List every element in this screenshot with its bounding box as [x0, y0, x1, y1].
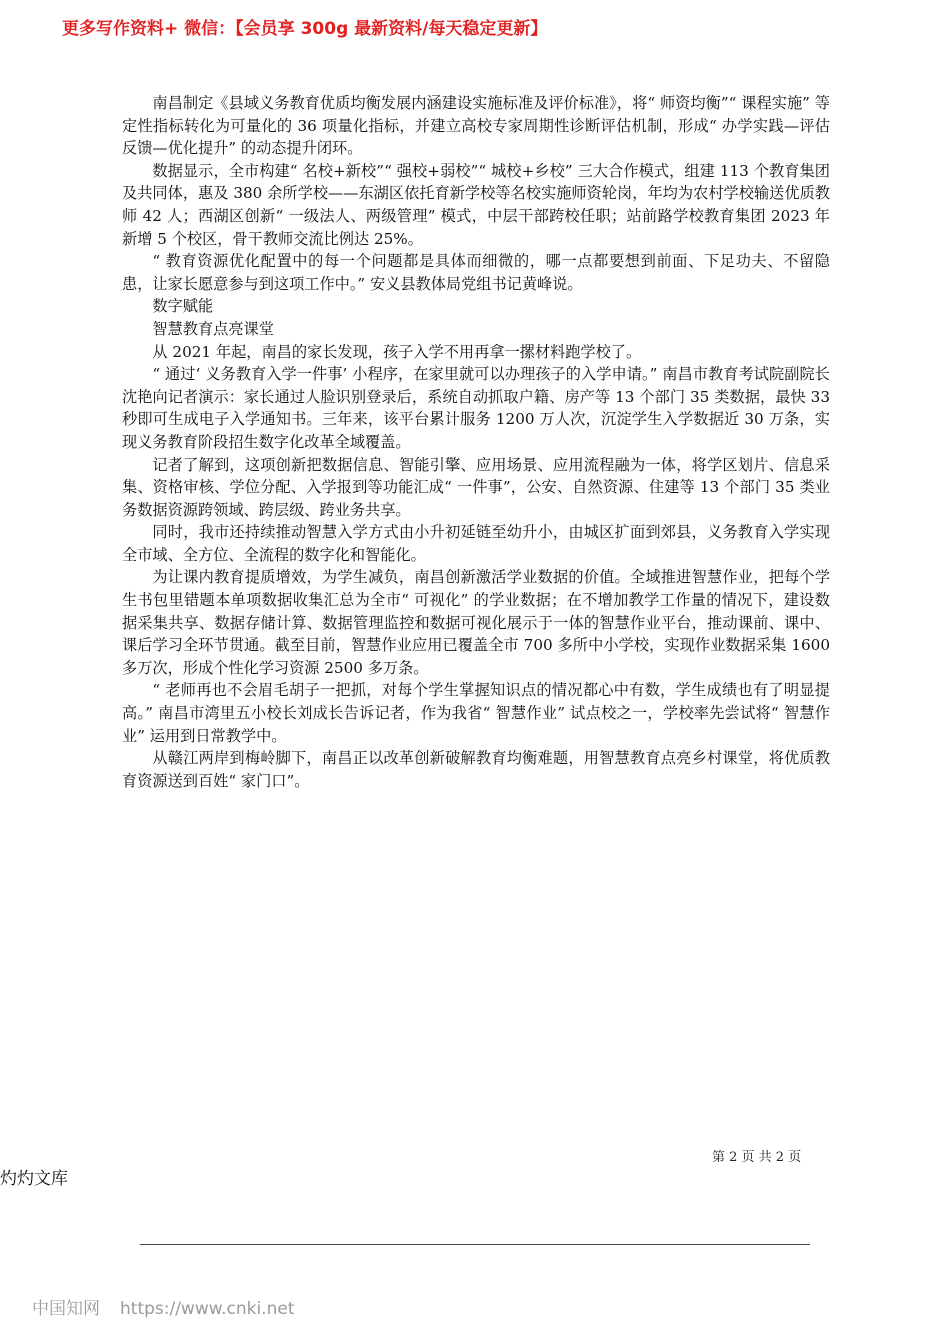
cnki-watermark: [32, 1294, 294, 1319]
promo-banner: 更多写作资料+ 微信：【会员享 300g 最新资料/每天稳定更新】: [62, 19, 548, 39]
paragraph: 从赣江两岸到梅岭脚下，南昌正以改革创新破解教育均衡难题，用智慧教育点亮乡村课堂，将优质教育资源送到百姓“ 家门口”。: [122, 749, 830, 790]
footer-divider: [140, 1244, 810, 1245]
article-body: [122, 92, 830, 792]
paragraph: “ 教育资源优化配置中的每一个问题都是具体而细微的，哪一点都要想到前面、下足功夫、不留隐患，让家长愿意参与到这项工作中。” 安义县教体局党组书记黄峰说。: [122, 252, 830, 293]
cnki-url: https://www.cnki.net: [120, 1299, 295, 1319]
page-number: 第 2 页 共 2 页: [712, 1150, 802, 1165]
paragraph: 为让课内教育提质增效，为学生减负，南昌创新激活学业数据的价值。全域推进智慧作业，把每个学生书包里错题本单项数据收集汇总为全市“ 可视化” 的学业数据；在不增加教学工作量的情况下，建设数据采集共享、数据存储计算、数据管理监控和数据可视化展示于一体的智慧作业平台，推动课前、课中、课后学习全环节贯通。截至目前，智慧作业应用已覆盖全市 700 多所中小学校，实现作业数据采集 1600 多万次，形成个性化学习资源 2500 多万条。: [122, 568, 830, 677]
paragraph: 数据显示，全市构建“ 名校+新校”“ 强校+弱校”“ 城校+乡校” 三大合作模式，组建 113 个教育集团及共同体，惠及 380 余所学校——东湖区依托育新学校等名校实施师资轮岗，年均为农村学校输送优质教师 42 人；西湖区创新“ 一级法人、两级管理” 模式，中层干部跨校任职；站前路学校教育集团 2023 年新增 5 个校区，骨干教师交流比例达 25%。: [122, 161, 830, 248]
section-heading: 数字赋能: [152, 297, 214, 316]
paragraph: 记者了解到，这项创新把数据信息、智能引擎、应用场景、应用流程融为一体，将学区划片、信息采集、资格审核、学位分配、入学报到等功能汇成“ 一件事”，公安、自然资源、住建等 13 个部门 35 类业务数据资源跨领域、跨层级、跨业务共享。: [122, 455, 830, 519]
paragraph: 南昌制定《县域义务教育优质均衡发展内涵建设实施标准及评价标准》，将“ 师资均衡”“ 课程实施” 等定性指标转化为可量化的 36 项量化指标，并建立高校专家周期性诊断评估机制，形成“ 办学实践—评估反馈—优化提升” 的动态提升闭环。: [122, 94, 830, 158]
paragraph: 同时，我市还持续推动智慧入学方式由小升初延链至幼升小，由城区扩面到郊县，义务教育入学实现全市域、全方位、全流程的数字化和智能化。: [122, 523, 830, 564]
section-subheading: 智慧教育点亮课堂: [152, 319, 274, 338]
paragraph: 从 2021 年起，南昌的家长发现，孩子入学不用再拿一摞材料跑学校了。: [152, 342, 642, 361]
library-name: 灼灼文库: [0, 1169, 68, 1189]
cnki-name: 中国知网: [32, 1299, 100, 1319]
paragraph: “ 老师再也不会眉毛胡子一把抓，对每个学生掌握知识点的情况都心中有数，学生成绩也有了明显提高。” 南昌市湾里五小校长刘成长告诉记者，作为我省“ 智慧作业” 试点校之一，学校率先尝试将“ 智慧作业” 运用到日常教学中。: [122, 681, 830, 745]
paragraph: “ 通过‘ 义务教育入学一件事’ 小程序，在家里就可以办理孩子的入学申请。” 南昌市教育考试院副院长沈艳向记者演示：家长通过人脸识别登录后，系统自动抓取户籍、房产等 13 个部门 35 类数据，最快 33 秒即可生成电子入学通知书。三年来，该平台累计服务 1200 万人次，沉淀学生入学数据近 30 万条，实现义务教育阶段招生数字化改革全域覆盖。: [122, 365, 830, 451]
